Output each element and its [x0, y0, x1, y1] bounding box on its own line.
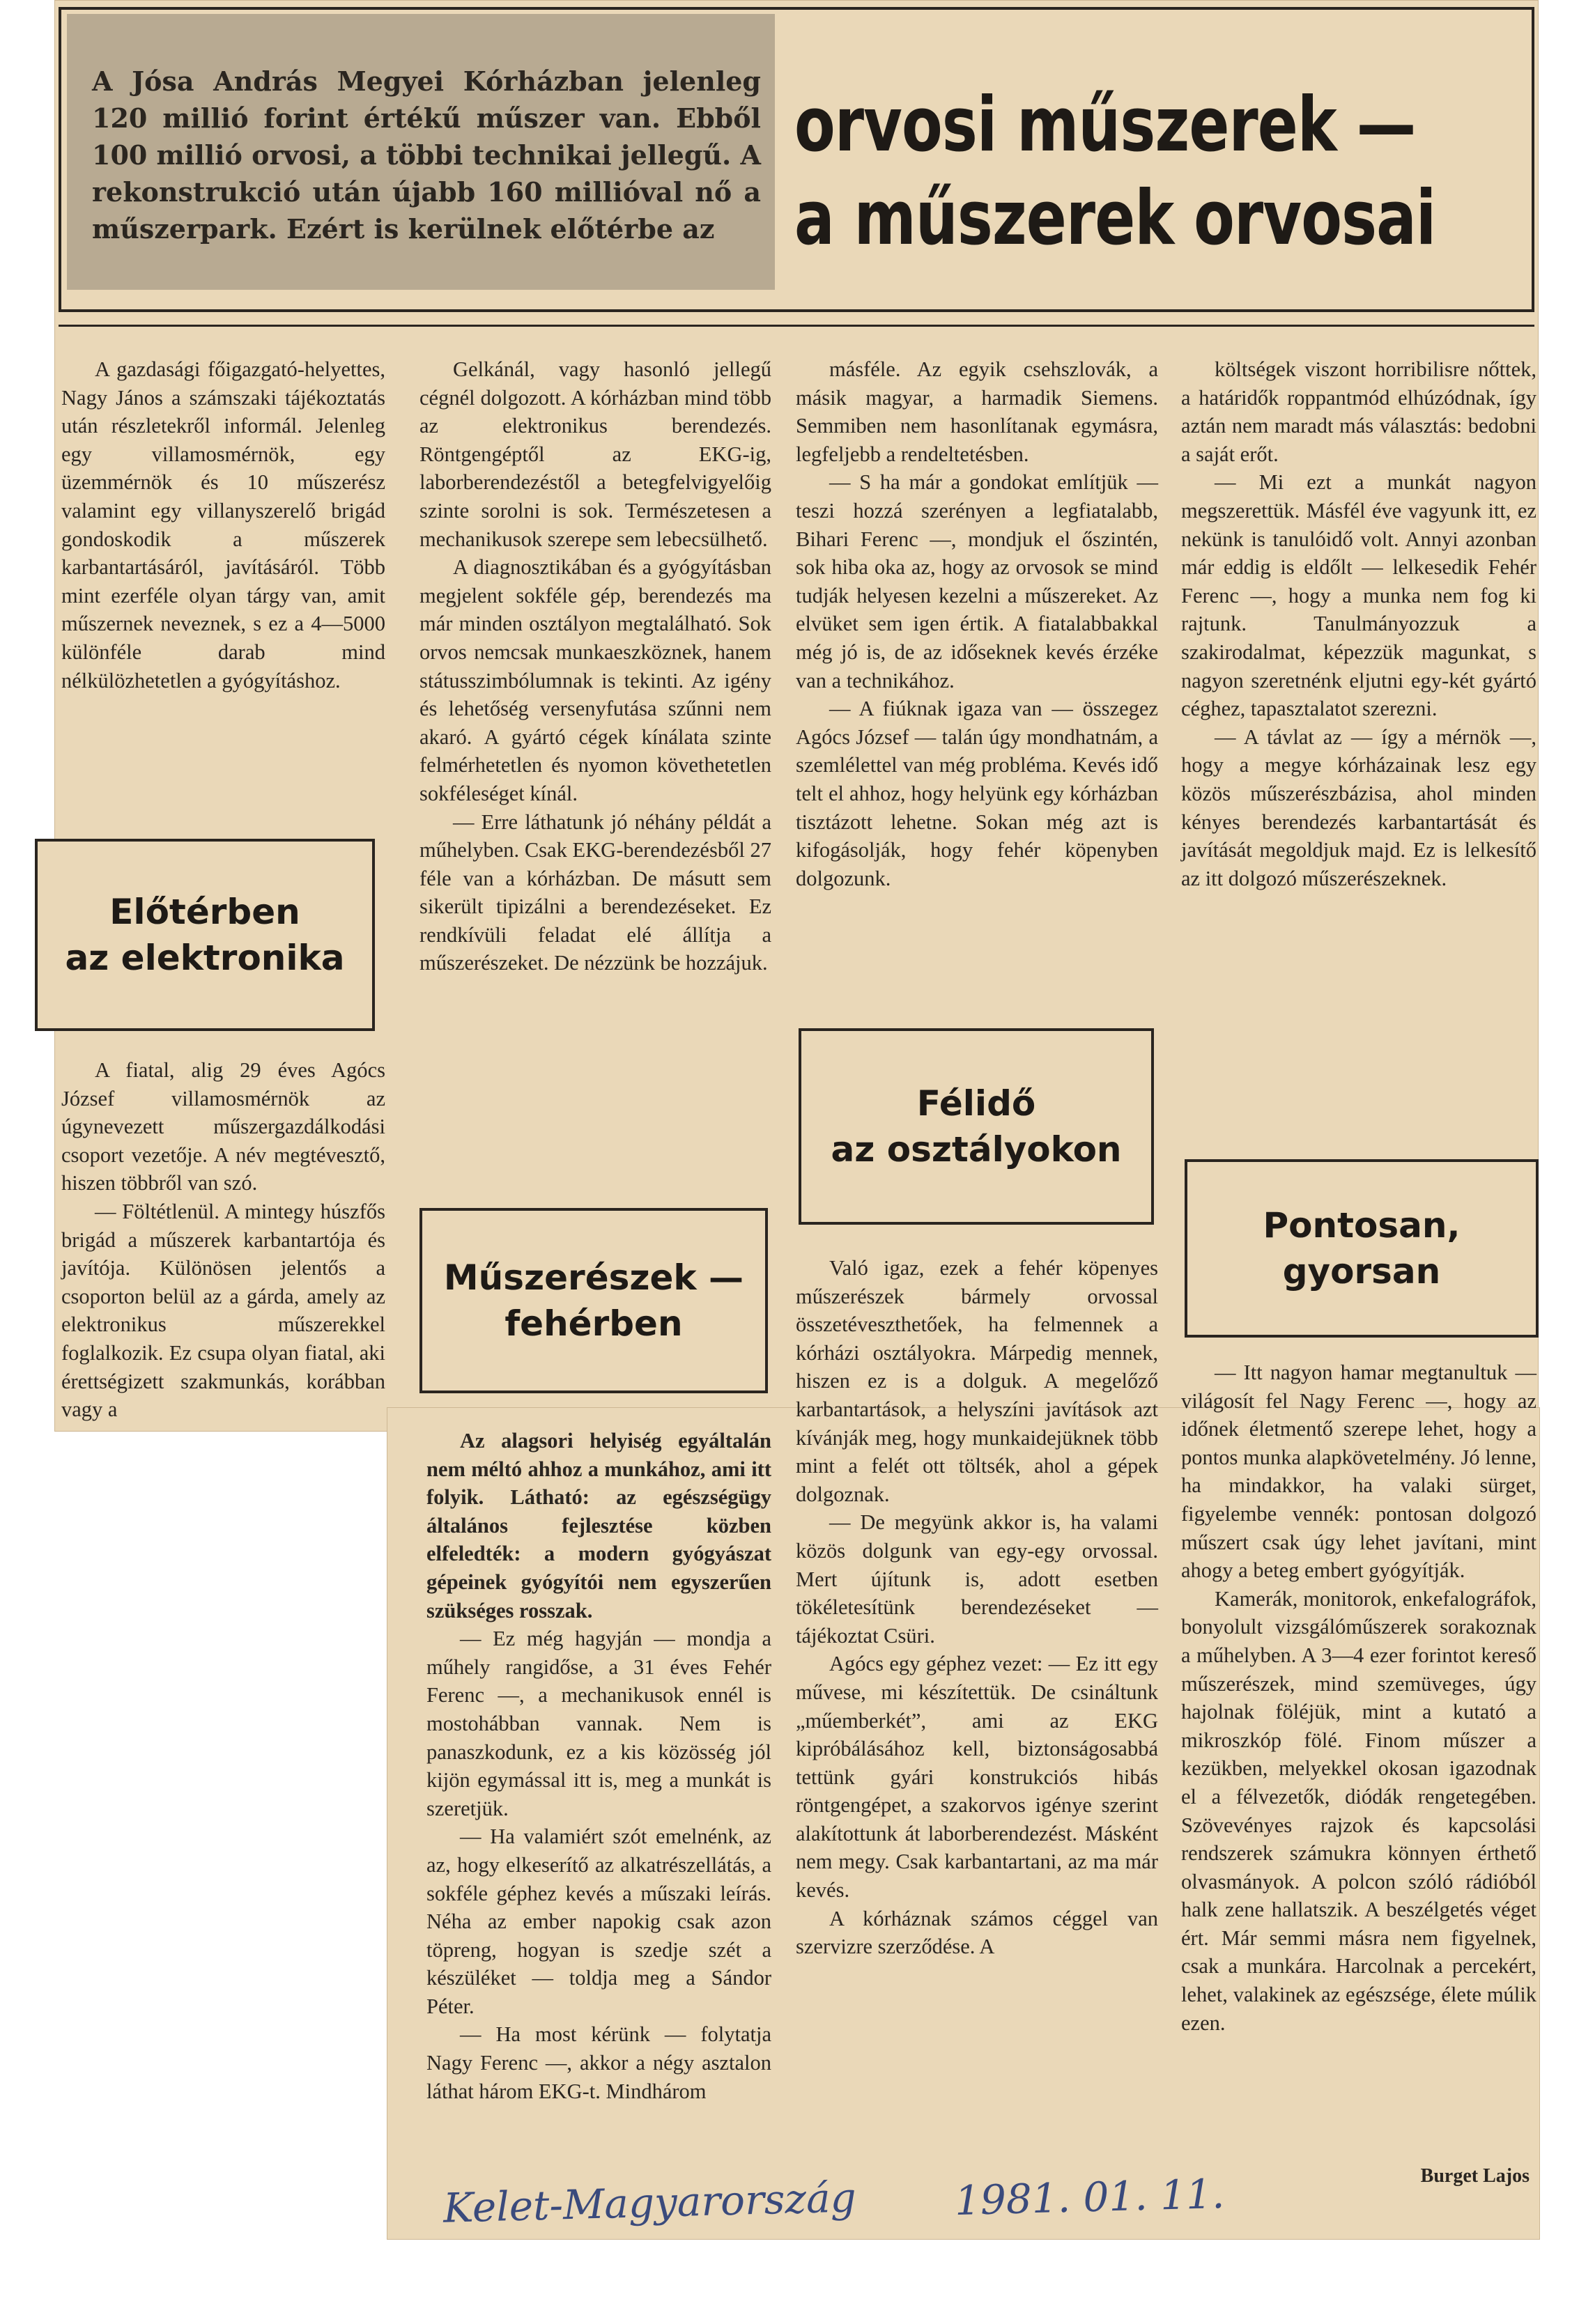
subhead-4-line-2: gyorsan — [1282, 1251, 1441, 1292]
paragraph: A fiatal, alig 29 éves Agócs József villamosmérnök az úgynevezett műszergazdálkodási csoport vezetője. A név megtévesztő, hiszen többről van szó. — [61, 1058, 385, 1195]
subhead-1-line-2: az elektronika — [65, 938, 345, 978]
subhead-3-line-2: az osztályokon — [831, 1129, 1122, 1170]
subhead-pontosan — [1185, 1159, 1539, 1338]
subhead-2-line-2: fehérben — [504, 1303, 683, 1344]
subhead-1-line-1: Előtérben — [109, 892, 300, 932]
paragraph: Való igaz, ezek a fehér köpenyes műszerészek bármely orvossal összetéveszthetőek, ha felmennek a kórházi osztályokra. Márpedig mennek, hiszen ez is a dolguk. A megelőző karbantartások, a helyszíni javítások azt kívánják meg, hogy munkaidejüknek több mint a felét ott töltsék, ahol a gépek dolgoznak. — [796, 1256, 1158, 1506]
paragraph: másféle. Az egyik csehszlovák, a másik magyar, a harmadik Siemens. Semmiben nem hasonlítanak egymásra, legfeljebb a rendeltetésben. — [796, 357, 1158, 466]
signature — [1181, 2158, 1530, 2191]
handwritten-source: Kelet-Magyarország — [442, 2174, 857, 2232]
intro-text: A Jósa András Megyei Kórházban jelenleg 120 millió forint értékű műszer van. Ebből 100 millió orvosi, a többi technikai jellegű. A rekonstrukció után újabb 160 millióval nő a műszerpark. Ezért is kerülnek előtérbe az — [92, 65, 762, 245]
paragraph: — Ha valamiért szót emelnénk, az az, hogy elkeserítő az alkatrészellátás, a sokféle géphez kevés a műszaki leírás. Néha az ember napokig csak azon töpreng, hogyan is szedje szét a készüléket — toldja meg a Sándor Péter. — [426, 1825, 771, 2018]
subhead-3-line-1: Félidő — [916, 1083, 1036, 1124]
header-rule — [59, 325, 1534, 327]
subhead-felido — [799, 1028, 1154, 1225]
paragraph: A gazdasági főigazgató-helyettes, Nagy János a számszaki tájékoztatás után részletekről informál. Jelenleg egy villamosmérnök, egy üzemmérnök és 10 műszerész valamint egy villanyszerelő brigád gondoskodik a műszerek karbantartásáról, javításáról. Több mint ezerféle olyan tárgy van, amit műszernek neveznek, s ez a 4—5000 különféle darab mind nélkülözhetetlen a gyógyításhoz. — [61, 357, 385, 692]
column-4-bottom — [1181, 1358, 1536, 2037]
paragraph: — Ez még hagyján — mondja a műhely rangidőse, a 31 éves Fehér Ferenc —, a mechanikusok ennél is mostohábban vannak. Nem is panaszkodunk, ez a kis közösség jól kijön egymással itt is, meg a munkát is szeretjük. — [426, 1627, 771, 1820]
column-1-bottom — [61, 1056, 385, 1424]
headline-line-2: a műszerek orvosai — [794, 175, 1436, 262]
headline-line-1: orvosi műszerek — — [794, 82, 1416, 169]
column-1-top — [61, 355, 385, 695]
column-4-top — [1181, 355, 1536, 892]
column-3-top — [796, 355, 1158, 892]
signature-text: Burget Lajos — [1420, 2165, 1530, 2187]
paragraph: — Erre láthatunk jó néhány példát a műhelyben. Csak EKG-berendezésből 27 féle van a kórházban. De másutt sem sikerült tipizálni a berendezéseket. Ez rendkívüli feladat elé állítja a műszerészeket. De nézzünk be hozzájuk. — [419, 809, 771, 975]
paragraph: — S ha már a gondokat említjük — teszi hozzá szerényen a legfiatalabb, Bihari Ferenc —, mondjuk el őszintén, sok hiba oka az, hogy az orvosok se mind tudják helyesen kezelni a műszereket. Az elvüket sem igen értik. A fiatalabbakkal még jó is, de az időseknek kevés érzéke van a technikához. — [796, 470, 1158, 692]
subhead-2-line-1: Műszerészek — — [443, 1257, 744, 1298]
handwritten-date: 1981. 01. 11. — [954, 2169, 1226, 2225]
paragraph: Kamerák, monitorok, enkefalográfok, bonyolult vizsgálóműszerek sorakoznak a műhelyben. A 3—4 ezer forintot kereső műszerészek, mind szemüveges, úgy hajolnak föléjük, mint a kutató a mikroszkóp fölé. Finom műszer a kezükben, melyekkel okosan igazodnak el a félvezetők, diódák rengetegében. Szövevényes rajzok és kapcsolási rendszerek számukra könnyen érthető olvasmányok. A polcon szóló rádióból halk zene hallatszik. A beszélgetés véget ért. Már semmi másra nem figyelnek, csak a munkára. Harcolnak a percekért, lehet, valakinek az egészsége, élete múlik ezen. — [1181, 1586, 1536, 2035]
paragraph: — Ha most kérünk — folytatja Nagy Ferenc —, akkor a négy asztalon láthat három EKG-t. Mindhárom — [426, 2022, 771, 2103]
paragraph: Agócs egy géphez vezet: — Ez itt egy művese, mi készítettük. De csináltunk „műemberkét”, ami az EKG kipróbálásához kell, biztonságosabbá tettünk gyári konstrukciós hibás röntgengépet, a szakorvos igénye szerint alakítottunk át laborberendezést. Másként nem megy. Csak karbantartani, az ma már kevés. — [796, 1652, 1158, 1903]
paragraph: költségek viszont horribilisre nőttek, a határidők roppantmód elhúzódnak, így aztán nem maradt más választás: bedobni a saját erőt. — [1181, 357, 1536, 466]
column-2-top — [419, 355, 771, 977]
paragraph: — De megyünk akkor is, ha valami közös dolgunk van egy-egy orvossal. Mert újítunk is, adott esetben tökéletesítünk berendezéseket — tájékoztat Csüri. — [796, 1510, 1158, 1648]
subhead-4-line-1: Pontosan, — [1263, 1205, 1461, 1246]
paragraph: — Föltétlenül. A mintegy húszfős brigád a műszerek karbantartója és javítója. Különösen jelentős a csoporton belül az a gárda, amely az elektronikus műszerekkel foglalkozik. Ez csupa olyan fiatal, aki érettségizett szakmunkás, korábban vagy a — [61, 1199, 385, 1422]
paragraph: — Mi ezt a munkát nagyon megszerettük. Másfél éve vagyunk itt, ez nekünk is tanulóidő volt. Annyi azonban már eddig is eldőlt — lelkesedik Fehér Ferenc —, hogy a munka nem fog ki rajtunk. Tanulmányozzuk a szakirodalmat, képezzük magunkat, s nagyon szeretnénk eljutni egy-két gyártó céghez, tapasztalatot szerezni. — [1181, 470, 1536, 721]
paragraph: — A fiúknak igaza van — összegez Agócs József — talán úgy mondhatnám, a szemlélettel van még probléma. Kevés idő telt el ahhoz, hogy helyünk egy kórházban tisztázott lehetne. Sokan még azt is kifogásolják, hogy fehér köpenyben dolgozunk. — [796, 697, 1158, 890]
subhead-elotérben — [35, 839, 375, 1031]
paragraph: A kórháznak számos céggel van szervizre szerződése. A — [796, 1906, 1158, 1959]
subhead-muszereszek — [419, 1208, 768, 1393]
paragraph: Gelkánál, vagy hasonló jellegű cégnél dolgozott. A kórházban mind több az elektronikus berendezés. Röntgengéptől az EKG-ig, laborberendezéstől a betegfelvigyelőig szinte sorolni is sok. Természetesen a mechanikusok szerepe sem lebecsülhető. — [419, 357, 771, 551]
paragraph: — A távlat az — így a mérnök —, hogy a megye kórházainak lesz egy közös műszerészbázisa, ahol minden kényes berendezés karbantartását és javítását megoldjuk majd. Ez is lelkesítő az itt dolgozó műszerészeknek. — [1181, 725, 1536, 890]
column-2-bottom — [426, 1427, 771, 2105]
paragraph: A diagnosztikában és a gyógyításban megjelent sokféle gép, berendezés ma már minden osztályon megtalálható. Sok orvos nemcsak munkaeszköznek, hanem státusszimbólumnak is tekinti. Az igény és lehetőség versenyfutása szűnni nem akaró. A gyártó cégek kínálata szinte felmérhetetlen és nyomon követhetetlen sokféleséget kínál. — [419, 555, 771, 805]
paragraph: Az alagsori helyiség egyáltalán nem méltó ahhoz a munkához, ami itt folyik. Látható: az egészségügy általános fejlesztése közben elfeledték: a modern gyógyászat gépeinek gyógyítói nem egyszerűen szükséges rosszak. — [426, 1429, 771, 1622]
paragraph: — Itt nagyon hamar megtanultuk — világosít fel Nagy Ferenc —, hogy az időnek életmentő szerepe lehet, hogy a pontos munka alapkövetelmény. Jó lenne, ha mindakkor, ha valaki sürget, figyelembe vennék: pontosan dolgozó műszert csak úgy lehet javítani, mint ahogy a beteg embert gyógyítják. — [1181, 1361, 1536, 1583]
column-3-bottom — [796, 1254, 1158, 1961]
